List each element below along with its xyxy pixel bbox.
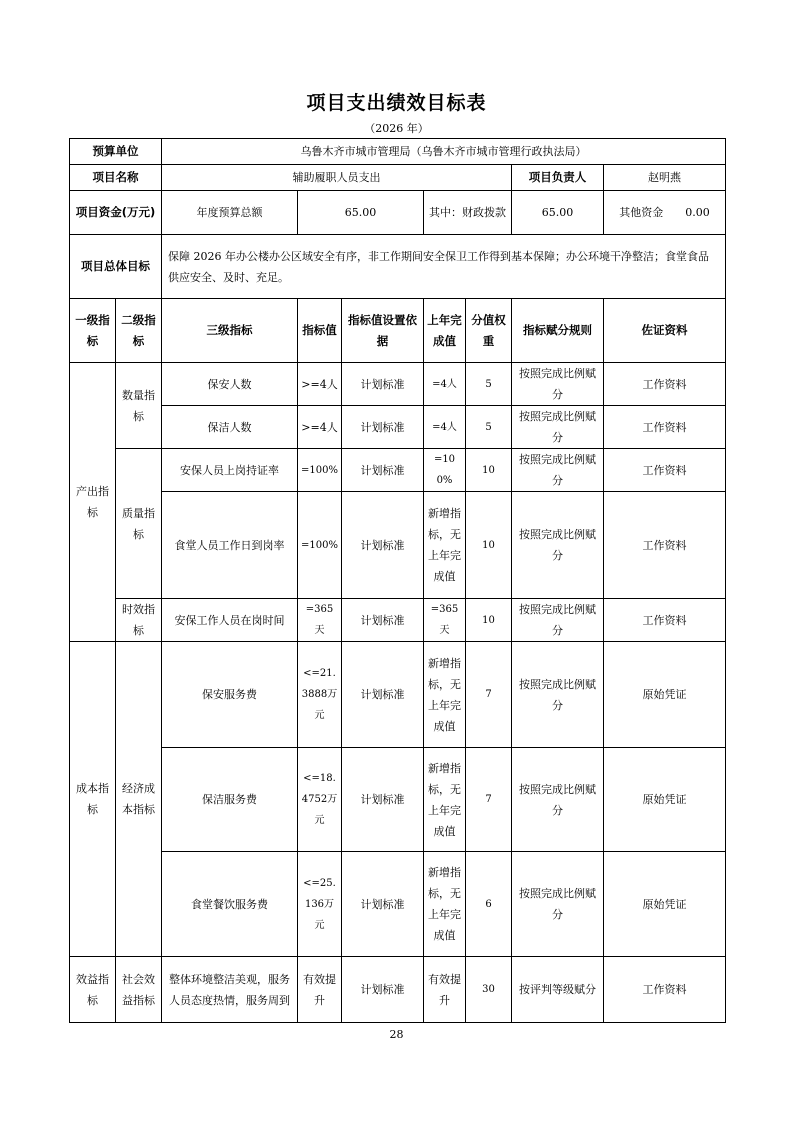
fiscal-label: 其中：财政拨款: [424, 191, 512, 235]
group-output: 产出指标: [70, 363, 116, 642]
row-weight: 7: [466, 642, 512, 748]
row-basis: 计划标准: [342, 748, 424, 852]
other-value: 0.00: [685, 206, 710, 219]
row-basis: 计划标准: [342, 599, 424, 642]
row-weight: 7: [466, 748, 512, 852]
project-row: [70, 165, 726, 191]
owner-label: 项目负责人: [512, 165, 604, 191]
header-basis: 指标值设置依据: [342, 299, 424, 363]
row-last: 新增指标，无上年完成值: [424, 852, 466, 957]
row-weight: 10: [466, 449, 512, 492]
row-evidence: 工作资料: [604, 599, 726, 642]
header-weight: 分值权重: [466, 299, 512, 363]
row-rule: 按照完成比例赋分: [512, 748, 604, 852]
row-rule: 按照完成比例赋分: [512, 492, 604, 599]
row-rule: 按照完成比例赋分: [512, 406, 604, 449]
row-last: 新增指标，无上年完成值: [424, 492, 466, 599]
project-label: 项目名称: [70, 165, 162, 191]
row-basis: 计划标准: [342, 363, 424, 406]
row-last: =4人: [424, 363, 466, 406]
row-name: 安保工作人员在岗时间: [162, 599, 298, 642]
project-value: 辅助履职人员支出: [162, 165, 512, 191]
page-number: 28: [389, 1028, 404, 1041]
row-name: 保洁人数: [162, 406, 298, 449]
table-row: [70, 492, 726, 599]
row-evidence: 工作资料: [604, 492, 726, 599]
row-basis: 计划标准: [342, 957, 424, 1023]
row-name: 保安人数: [162, 363, 298, 406]
row-evidence: 工作资料: [604, 363, 726, 406]
header-last: 上年完成值: [424, 299, 466, 363]
table-row: [70, 406, 726, 449]
row-value: =100%: [298, 492, 342, 599]
row-basis: 计划标准: [342, 642, 424, 748]
row-rule: 按照完成比例赋分: [512, 449, 604, 492]
row-rule: 按评判等级赋分: [512, 957, 604, 1023]
row-evidence: 工作资料: [604, 406, 726, 449]
unit-row: [70, 139, 726, 165]
header-level3: 三级指标: [162, 299, 298, 363]
header-evidence: 佐证资料: [604, 299, 726, 363]
unit-label: 预算单位: [70, 139, 162, 165]
row-name: 食堂餐饮服务费: [162, 852, 298, 957]
row-last: =365天: [424, 599, 466, 642]
row-last: 新增指标，无上年完成值: [424, 642, 466, 748]
table-row: [70, 957, 726, 1023]
row-name: 安保人员上岗持证率: [162, 449, 298, 492]
row-weight: 30: [466, 957, 512, 1023]
funds-row: [70, 191, 726, 235]
row-value: =365天: [298, 599, 342, 642]
row-basis: 计划标准: [342, 492, 424, 599]
row-name: 整体环境整洁美观，服务人员态度热情，服务周到: [162, 957, 298, 1023]
other-label: 其他资金: [619, 206, 664, 219]
table-row: [70, 748, 726, 852]
goal-row: [70, 235, 726, 299]
row-value: <=21.3888万元: [298, 642, 342, 748]
total-label: 年度预算总额: [162, 191, 298, 235]
table-row: [70, 642, 726, 748]
row-weight: 5: [466, 363, 512, 406]
row-basis: 计划标准: [342, 406, 424, 449]
fiscal-value: 65.00: [512, 191, 604, 235]
row-evidence: 工作资料: [604, 957, 726, 1023]
row-value: >=4人: [298, 406, 342, 449]
group-quality: 质量指标: [116, 449, 162, 599]
table-row: [70, 852, 726, 957]
row-value: 有效提升: [298, 957, 342, 1023]
goal-label: 项目总体目标: [70, 235, 162, 299]
row-rule: 按照完成比例赋分: [512, 852, 604, 957]
group-cost: 成本指标: [70, 642, 116, 957]
header-value: 指标值: [298, 299, 342, 363]
unit-value: 乌鲁木齐市城市管理局（乌鲁木齐市城市管理行政执法局）: [162, 139, 726, 165]
table-row: [70, 599, 726, 642]
row-weight: 10: [466, 492, 512, 599]
owner-value: 赵明燕: [604, 165, 726, 191]
row-name: 食堂人员工作日到岗率: [162, 492, 298, 599]
header-row: [70, 299, 726, 363]
row-weight: 6: [466, 852, 512, 957]
page-title: 项目支出绩效目标表: [306, 92, 487, 114]
table-row: [70, 363, 726, 406]
row-rule: 按照完成比例赋分: [512, 599, 604, 642]
row-weight: 10: [466, 599, 512, 642]
group-quantity: 数量指标: [116, 363, 162, 449]
year-label: （2026 年）: [364, 122, 429, 135]
funds-label: 项目资金(万元): [70, 191, 162, 235]
header-rule: 指标赋分规则: [512, 299, 604, 363]
row-rule: 按照完成比例赋分: [512, 363, 604, 406]
row-name: 保洁服务费: [162, 748, 298, 852]
row-last: =100%: [424, 449, 466, 492]
row-evidence: 原始凭证: [604, 748, 726, 852]
row-evidence: 原始凭证: [604, 642, 726, 748]
header-level1: 一级指标: [70, 299, 116, 363]
row-last: 新增指标，无上年完成值: [424, 748, 466, 852]
total-value: 65.00: [298, 191, 424, 235]
header-level2: 二级指标: [116, 299, 162, 363]
row-value: <=18.4752万元: [298, 748, 342, 852]
row-name: 保安服务费: [162, 642, 298, 748]
row-weight: 5: [466, 406, 512, 449]
group-economic: 经济成本指标: [116, 642, 162, 957]
table-row: [70, 449, 726, 492]
row-evidence: 原始凭证: [604, 852, 726, 957]
row-basis: 计划标准: [342, 852, 424, 957]
row-last: 有效提升: [424, 957, 466, 1023]
group-timeliness: 时效指标: [116, 599, 162, 642]
row-evidence: 工作资料: [604, 449, 726, 492]
row-value: <=25.136万元: [298, 852, 342, 957]
group-social: 社会效益指标: [116, 957, 162, 1023]
other-funds-cell: [604, 191, 726, 235]
group-benefit: 效益指标: [70, 957, 116, 1023]
row-last: =4人: [424, 406, 466, 449]
row-rule: 按照完成比例赋分: [512, 642, 604, 748]
row-basis: 计划标准: [342, 449, 424, 492]
row-value: =100%: [298, 449, 342, 492]
row-value: >=4人: [298, 363, 342, 406]
goal-text: 保障 2026 年办公楼办公区域安全有序，非工作期间安全保卫工作得到基本保障；办公环境干净整洁；食堂食品供应安全、及时、充足。: [162, 235, 726, 299]
performance-table: [69, 138, 726, 1023]
